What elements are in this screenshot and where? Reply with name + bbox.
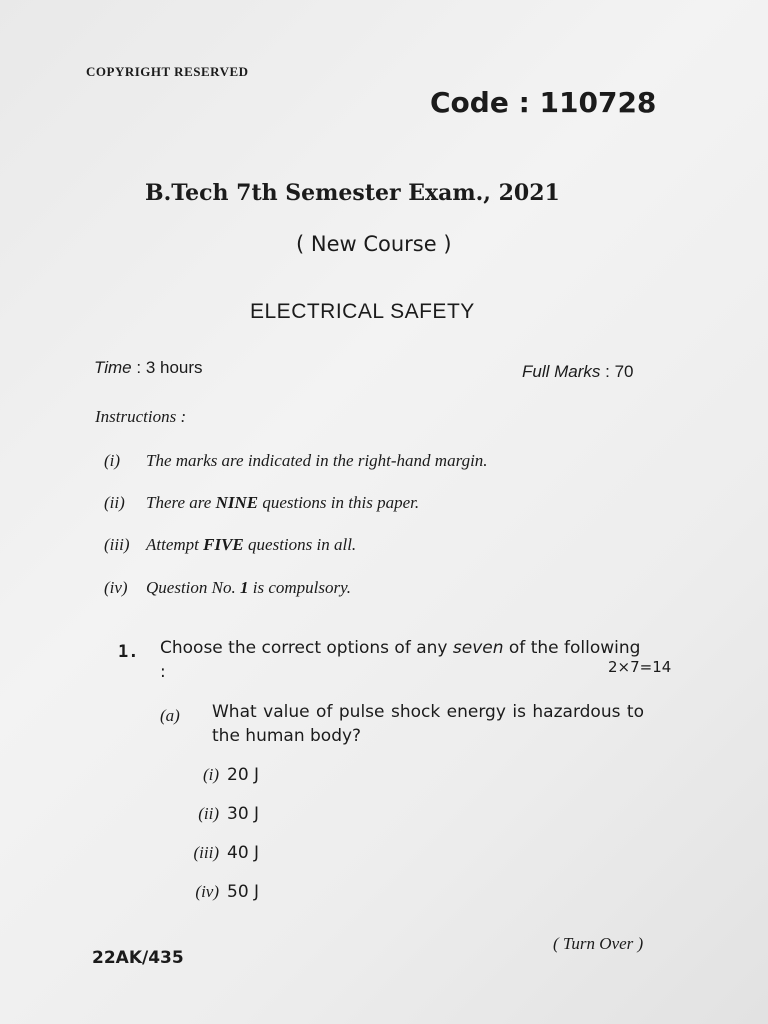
- instruction-text: Attempt: [146, 535, 204, 554]
- instruction-text: Question No.: [146, 578, 240, 597]
- option-label: (ii): [198, 804, 219, 823]
- instruction-item: [104, 493, 419, 513]
- question-number: 1.: [118, 642, 139, 662]
- sub-question-text: What value of pulse shock energy is hazardous to the human body?: [212, 702, 644, 746]
- option-value: 50 J: [227, 882, 260, 902]
- instruction-text: There are: [146, 493, 216, 512]
- instruction-item: [104, 578, 351, 598]
- instruction-text-end: questions in this paper.: [258, 493, 420, 512]
- time-value: : 3 hours: [136, 358, 203, 377]
- instruction-item: [104, 535, 356, 555]
- time-allowed: [94, 358, 203, 378]
- turn-over-note: ( Turn Over ): [553, 934, 644, 953]
- option-label: (iv): [195, 882, 219, 901]
- instruction-emphasis: NINE: [215, 493, 259, 512]
- option-value: 40 J: [227, 843, 260, 863]
- instruction-text-end: questions in all.: [243, 535, 357, 554]
- answer-option: [175, 882, 259, 902]
- course-label: ( New Course ): [296, 232, 452, 256]
- marks-label: Full Marks: [522, 362, 601, 381]
- instruction-number: (ii): [104, 493, 125, 512]
- instruction-text-end: is compulsory.: [248, 578, 351, 597]
- instruction-emphasis: 1: [239, 578, 249, 597]
- sub-question-label: (a): [160, 706, 180, 725]
- question-text: [160, 636, 650, 684]
- question-text-start: Choose the correct options of any: [160, 638, 453, 658]
- instruction-text: The marks are indicated in the right-hand margin.: [146, 451, 488, 470]
- paper-code: Code : 110728: [430, 86, 657, 119]
- option-label: (iii): [193, 843, 219, 862]
- copyright-notice: COPYRIGHT RESERVED: [86, 64, 249, 79]
- option-label: (i): [202, 765, 219, 784]
- instruction-number: (iii): [104, 535, 130, 554]
- exam-title: B.Tech 7th Semester Exam., 2021: [145, 180, 560, 206]
- answer-option: [175, 765, 259, 785]
- subject-title: ELECTRICAL SAFETY: [250, 300, 475, 323]
- instruction-number: (iv): [104, 578, 128, 597]
- instruction-number: (i): [104, 451, 121, 470]
- instructions-heading: Instructions :: [95, 407, 187, 426]
- time-label: Time: [94, 358, 132, 377]
- answer-option: [175, 843, 259, 863]
- instruction-item: [104, 451, 488, 471]
- marks-value: : 70: [605, 362, 634, 381]
- question-marks: 2×7=14: [608, 658, 672, 676]
- question-text-end: of the following :: [160, 638, 641, 682]
- question-text-emphasis: seven: [452, 638, 504, 658]
- footer-code: 22AK/435: [92, 948, 184, 968]
- full-marks: [522, 362, 634, 382]
- instruction-emphasis: FIVE: [203, 535, 244, 554]
- answer-option: [175, 804, 259, 824]
- option-value: 20 J: [227, 765, 260, 785]
- option-value: 30 J: [227, 804, 260, 824]
